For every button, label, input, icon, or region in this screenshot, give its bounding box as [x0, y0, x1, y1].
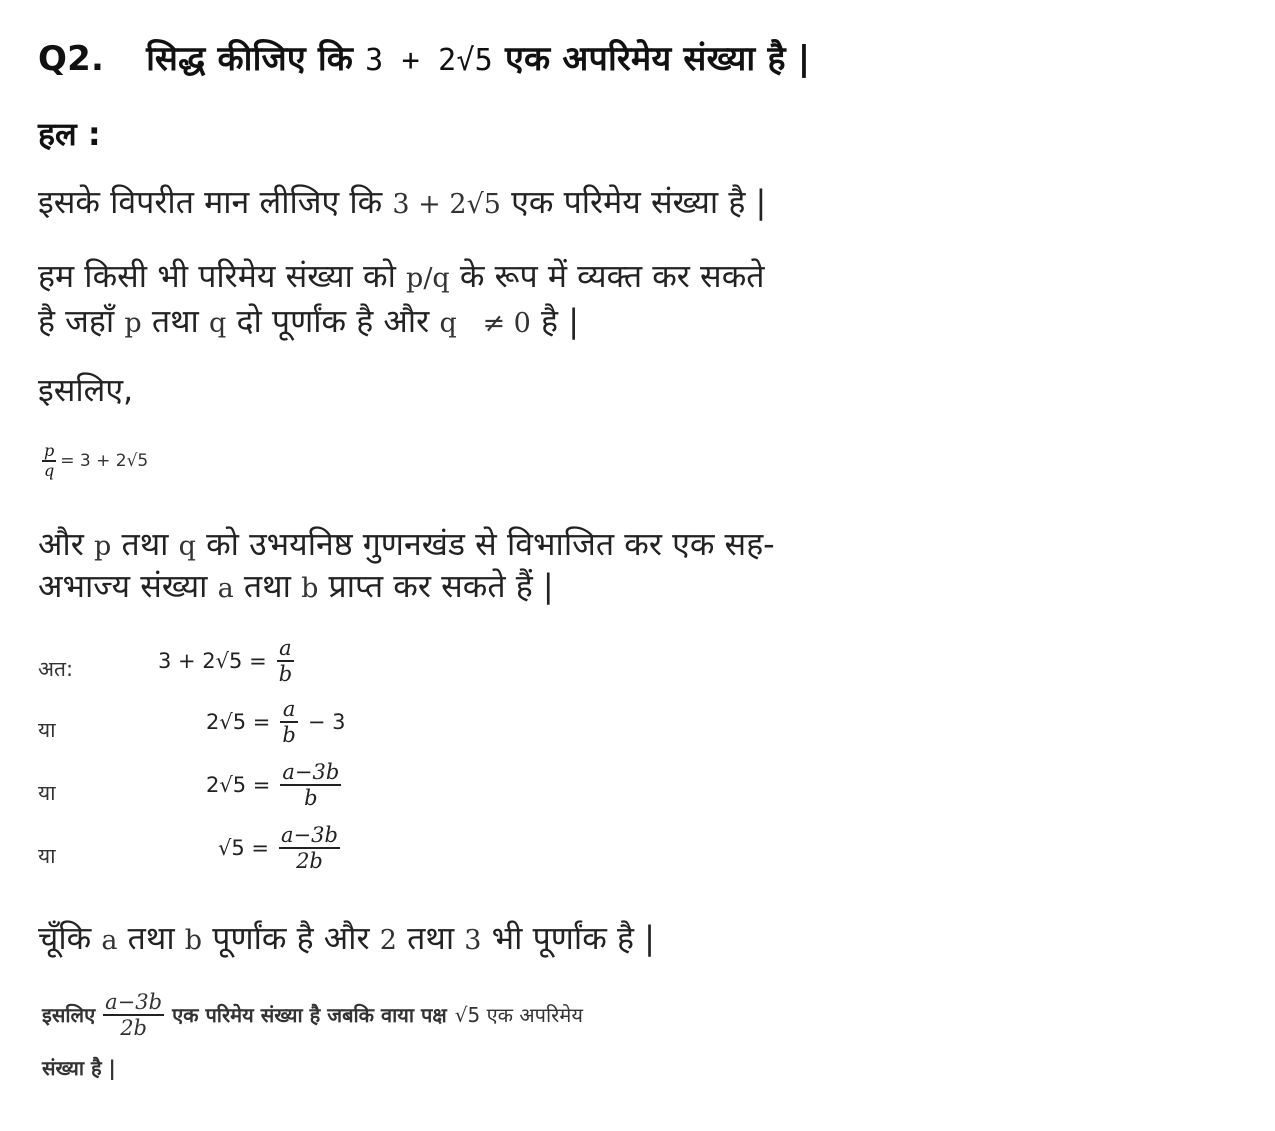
derivation-label: या [38, 781, 56, 805]
therefore-word: इसलिए [42, 1003, 96, 1028]
step-denominator: b [282, 722, 296, 747]
derivation-step-4 [140, 823, 370, 873]
rational-form-line-2 [38, 299, 579, 346]
assumption-expression: 3 + 2√5 [392, 189, 501, 220]
step-numerator: a [282, 697, 296, 721]
p-over-q-expression: p/q [406, 263, 450, 294]
pq-fraction [42, 442, 56, 480]
q-not-zero-condition: q ≠ 0 [439, 308, 531, 339]
conclusion-fraction [103, 990, 164, 1040]
word-and: तथा [151, 302, 199, 340]
derivation-step-1 [140, 636, 370, 686]
word-and-hindi: और [38, 525, 84, 563]
variable-q: q [209, 308, 227, 339]
step-fraction [279, 823, 340, 873]
conclusion-numerator: a−3b [105, 990, 163, 1014]
number-3: 3 [464, 925, 482, 956]
variable-q: q [178, 531, 196, 562]
word-and: तथा [407, 919, 455, 957]
sentence-end: है | [541, 302, 579, 340]
rational-form-where: है जहाँ [38, 302, 115, 340]
question-text-post: एक अपरिमेय संख्या है | [504, 39, 811, 79]
step-numerator: a [279, 636, 292, 660]
coprime-line-1 [38, 522, 775, 569]
integers-text-end: भी पूर्णांक है | [491, 919, 655, 957]
pq-rhs: = 3 + 2√5 [60, 450, 149, 471]
pq-numerator: p [44, 441, 55, 460]
assumption-text-post: एक परिमेय संख्या है | [511, 183, 767, 221]
assumption-text-pre: इसके विपरीत मान लीजिए कि [38, 183, 383, 221]
conclusion-line-2: संख्या है | [42, 1056, 116, 1080]
variable-a: a [101, 925, 118, 956]
step-fraction [280, 760, 341, 810]
pq-denominator: q [44, 460, 55, 480]
integers-text: पूर्णांक है और [212, 919, 370, 957]
step-fraction [277, 636, 294, 686]
rational-form-text-post: के रूप में व्यक्त कर सकते [459, 257, 765, 295]
step-lhs: √5 = [218, 835, 270, 860]
integers-statement [38, 916, 655, 963]
step-lhs: 2√5 = [206, 709, 271, 734]
coprime-text: को उभयनिष्ठ गुणनखंड से विभाजित कर एक सह- [206, 525, 775, 563]
step-denominator: 2b [296, 848, 323, 873]
derivation-label: अत: [38, 657, 74, 681]
rational-form-line-1 [38, 254, 765, 301]
conclusion-irrational-text: √5 एक अपरिमेय [454, 1003, 583, 1028]
word-and: तथा [127, 919, 175, 957]
derivation-label: या [38, 718, 56, 742]
question-expression: 3 + 2√5 [365, 43, 493, 78]
step-fraction [280, 697, 297, 747]
therefore-label: इसलिए, [38, 371, 134, 409]
variable-p: p [124, 308, 142, 339]
variable-p: p [94, 531, 112, 562]
step-denominator: b [278, 661, 293, 686]
question-heading [38, 34, 810, 80]
conclusion-denominator: 2b [120, 1015, 147, 1040]
conclusion-line-1 [42, 990, 583, 1040]
step-lhs: 2√5 = [206, 772, 271, 797]
rational-form-text-pre: हम किसी भी परिमेय संख्या को [38, 257, 396, 295]
step-tail: − 3 [307, 709, 346, 734]
word-and: तथा [121, 525, 169, 563]
solution-label: हल : [38, 115, 101, 153]
integers-text: दो पूर्णांक है और [236, 302, 430, 340]
step-numerator: a−3b [282, 760, 340, 784]
step-lhs: 3 + 2√5 = [158, 648, 267, 673]
obtain-text: प्राप्त कर सकते हैं | [328, 567, 554, 605]
step-numerator: a−3b [281, 823, 338, 847]
variable-b: b [184, 925, 203, 956]
derivation-label: या [38, 844, 56, 868]
since-word: चूँकि [38, 919, 92, 957]
coprime-number-text: अभाज्य संख्या [38, 567, 208, 605]
derivation-step-3 [140, 760, 370, 810]
question-text-pre: सिद्ध कीजिए कि [146, 39, 354, 79]
question-number: Q2. [38, 39, 105, 79]
variable-a: a [217, 573, 234, 604]
assumption-paragraph [38, 180, 766, 227]
word-and: तथा [243, 567, 291, 605]
pq-equation [38, 442, 148, 480]
variable-b: b [301, 573, 319, 604]
conclusion-text: एक परिमेय संख्या है जबकि वाया पक्ष [172, 1003, 447, 1028]
number-2: 2 [379, 925, 397, 956]
derivation-step-2 [140, 697, 370, 747]
step-denominator: b [304, 785, 318, 810]
coprime-line-2 [38, 564, 554, 611]
